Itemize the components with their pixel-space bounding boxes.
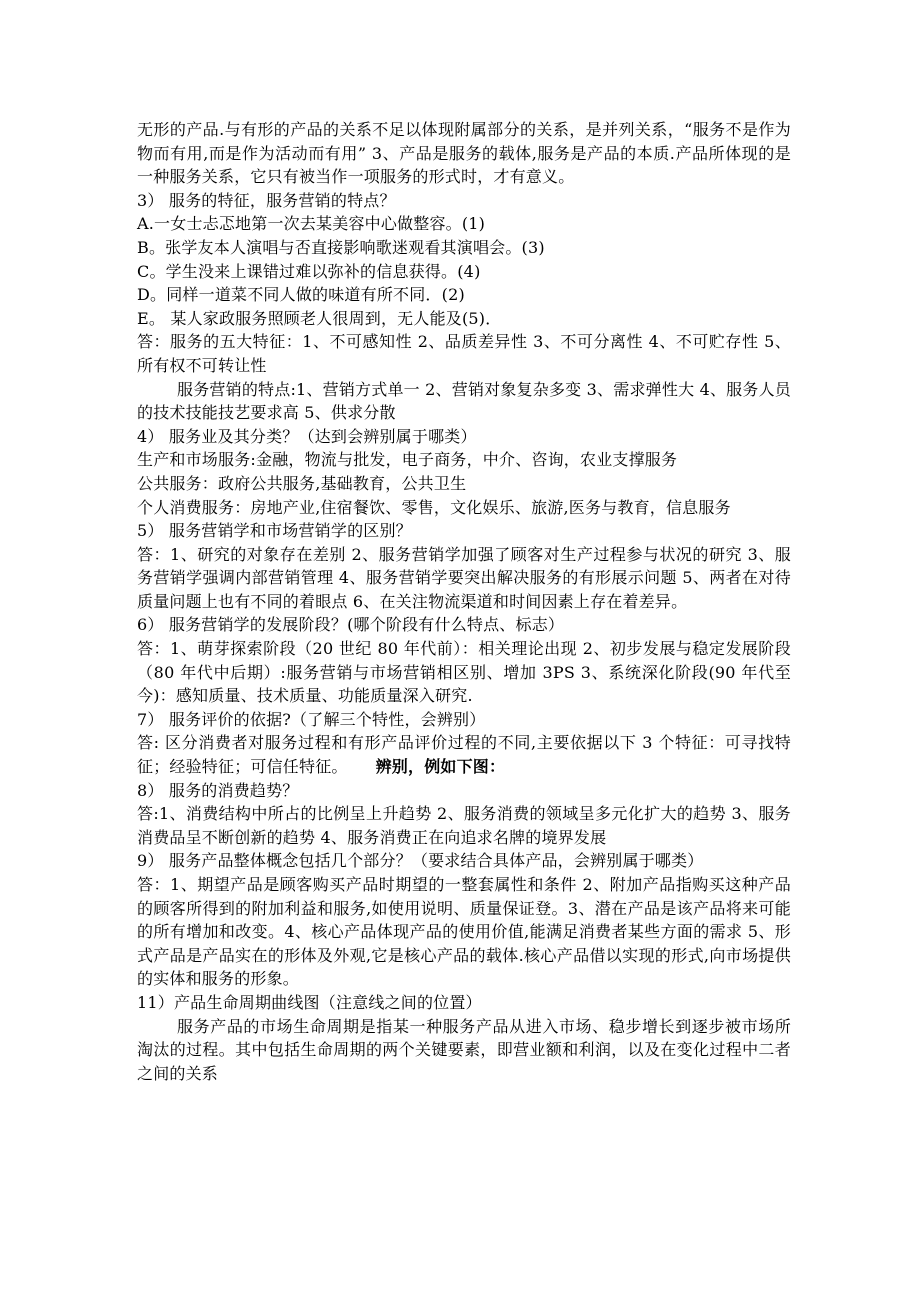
example-d: D。同样一道菜不同人做的味道有所不同．(2) <box>137 285 465 305</box>
example-e: E。 某人家政服务照顾老人很周到，无人能及(5)． <box>137 308 502 328</box>
answer-5: 答：1、研究的对象存在差别 2、服务营销学加强了顾客对生产过程参与状况的研究 3、服务营销学强调内部营销管理 4、服务营销学要突出解决服务的有形展示问题 5、两者在对待质量问题上也有不同的着眼点 6、在关注物流渠道和时间因素上存在着差异。 <box>137 544 791 611</box>
question-7-heading: 7） 服务评价的依据?（了解三个特性，会辨别） <box>137 709 486 729</box>
answer-7-text: 答: 区分消费者对服务过程和有形产品评价过程的不同,主要依据以下 3 个特征：可寻找特征；经验特征；可信任特征。 <box>137 733 791 777</box>
example-c: C。学生没来上课错过难以弥补的信息获得。(4) <box>137 261 481 281</box>
example-b: B。张学友本人演唱与否直接影响歌迷观看其演唱会。(3) <box>137 237 545 257</box>
question-9-heading: 9） 服务产品整体概念包括几个部分？（要求结合具体产品，会辨别属于哪类） <box>137 851 704 871</box>
service-category-personal: 个人消费服务：房地产业,住宿餐饮、零售，文化娱乐、旅游,医务与教育，信息服务 <box>137 497 731 517</box>
answer-7 <box>137 731 791 778</box>
example-a: A.一女士忐忑地第一次去某美容中心做整容。(1) <box>137 214 486 234</box>
paragraph-intro: 无形的产品.与有形的产品的关系不足以体现附属部分的关系，是并列关系，“服务不是作为物而有用,而是作为活动而有用” 3、产品是服务的载体,服务是产品的本质.产品所体现的是一种服务关系，它只有被当作一项服务的形式时，才有意义。 <box>137 120 791 187</box>
answer-11: 服务产品的市场生命周期是指某一种服务产品从进入市场、稳步增长到逐步被市场所淘汰的过程。其中包括生命周期的两个关键要素，即营业额和利润，以及在变化过程中二者之间的关系 <box>137 1016 791 1083</box>
service-category-public: 公共服务：政府公共服务,基础教育，公共卫生 <box>137 473 467 493</box>
question-6-heading: 6） 服务营销学的发展阶段？(哪个阶段有什么特点、标志） <box>137 615 565 635</box>
answer-6: 答：1、萌芽探索阶段（20 世纪 80 年代前）：相关理论出现 2、初步发展与稳定发展阶段（80 年代中后期）:服务营销与市场营销相区别、增加 3PS 3、系统深化阶段(90 年代至今)：感知质量、技术质量、功能质量深入研究. <box>137 639 791 706</box>
answer-3-features: 答：服务的五大特征：1、不可感知性 2、品质差异性 3、不可分离性 4、不可贮存性 5、所有权不可转让性 <box>137 332 791 375</box>
question-11-heading: 11）产品生命周期曲线图（注意线之间的位置） <box>137 992 482 1012</box>
service-category-production: 生产和市场服务:金融，物流与批发，电子商务，中介、咨询，农业支撑服务 <box>137 450 678 470</box>
document-body <box>137 118 791 1085</box>
question-4-heading: 4） 服务业及其分类？（达到会辨别属于哪类） <box>137 426 477 446</box>
answer-7-bold-note: 辨别，例如下图： <box>375 757 506 777</box>
answer-9: 答：1、期望产品是顾客购买产品时期望的一整套属性和条件 2、附加产品指购买这种产品的顾客所得到的附加利益和服务,如使用说明、质量保证登。3、潜在产品是该产品将来可能的所有增加和改变。4、核心产品体现产品的使用价值,能满足消费者某些方面的需求 5、形式产品是产品实在的形体及外观,它是核心产品的载体.核心产品借以实现的形式,向市场提供的实体和服务的形象。 <box>137 875 791 989</box>
answer-8: 答:1、消费结构中所占的比例呈上升趋势 2、服务消费的领域呈多元化扩大的趋势 3、服务消费品呈不断创新的趋势 4、服务消费正在向追求名牌的境界发展 <box>137 804 791 847</box>
question-3-heading: 3） 服务的特征，服务营销的特点？ <box>137 190 396 210</box>
question-8-heading: 8） 服务的消费趋势？ <box>137 780 299 800</box>
answer-3-marketing: 服务营销的特点:1、营销方式单一 2、营销对象复杂多变 3、需求弹性大 4、服务人员的技术技能技艺要求高 5、供求分散 <box>137 379 791 423</box>
question-5-heading: 5） 服务营销学和市场营销学的区别？ <box>137 521 412 541</box>
